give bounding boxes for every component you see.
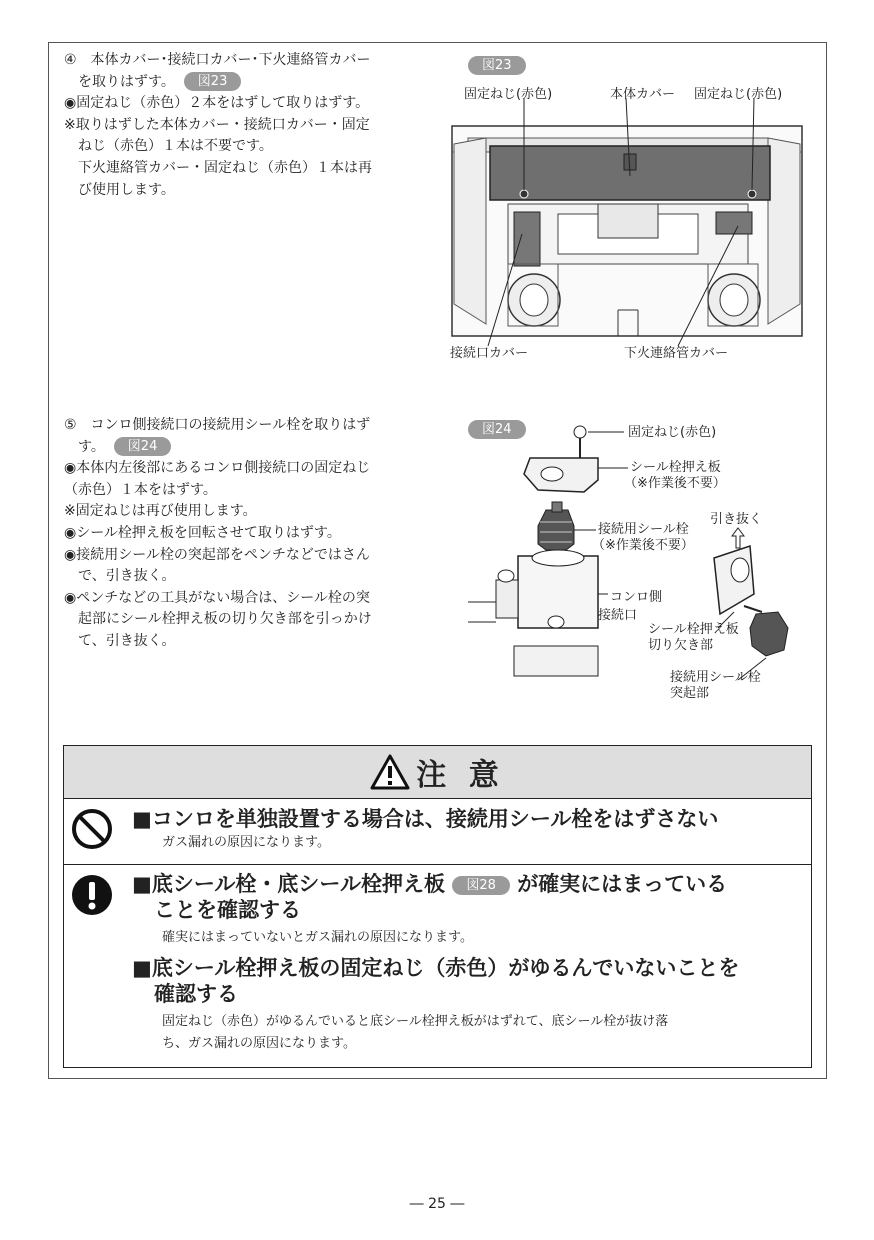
fig-ref-24[interactable]: 図24 [114, 437, 172, 456]
step-4-bullet: ◉固定ねじ（赤色）２本をはずして取りはずす。 [64, 95, 370, 112]
caution-item-1-heading: ■コンロを単独設置する場合は、接続用シール栓をはずさない [132, 807, 719, 831]
caution-item-1-text: ガス漏れの原因になります。 [162, 835, 330, 850]
step-5-bullet-2: ◉シール栓押え板を回転させて取りはずす。 [64, 524, 341, 541]
step-5-bullet-4: ◉ペンチなどの工具がない場合は、シール栓の突 [64, 589, 370, 606]
caution-title: 注 意 [416, 758, 505, 793]
caution-item-3-heading: ■底シール栓押え板の固定ねじ（赤色）がゆるんでいないことを [132, 956, 740, 980]
prohibition-icon [70, 807, 114, 851]
step-4-heading: ④ 本体カバー･接続口カバー･下火連絡管カバー [64, 52, 371, 68]
step-5-bullet-3: ◉接続用シール栓の突起部をペンチなどではさん [64, 546, 370, 563]
figure-23 [448, 54, 808, 374]
caution-item-3-text: 固定ねじ（赤色）がゆるんでいると底シール栓押え板がはずれて、底シール栓が抜け落 [162, 1014, 669, 1029]
fig-ref-28[interactable]: 図28 [452, 876, 510, 895]
caution-item-2: ■底シール栓・底シール栓押え板 図28 が確実にはまっている ことを確認する 確実にはまっていないとガス漏れの原因になります。 ■底シール栓押え板の固定ねじ（赤色）がゆるんでいないことを 確認する 固定ねじ（赤色）がゆるんでいると底シール栓押え板がはずれて、底シール栓が抜け落 ち、ガス漏れの原因になります。 [64, 865, 811, 1065]
fig-24-label-pull: 引き抜く [710, 512, 763, 527]
fig-24-label-port-2: 接続口 [598, 608, 638, 623]
fig-24-label-notch-2: 切り欠き部 [648, 638, 714, 653]
caution-item-1 [64, 799, 811, 865]
step-5-note: ※固定ねじは再び使用します。 [64, 503, 257, 520]
fig-24-label-port-1: コンロ側 [610, 590, 663, 605]
fig-23-label-screw-right: 固定ねじ(赤色) [694, 87, 783, 102]
fig-23-label-pipe-cover: 下火連絡管カバー [624, 346, 729, 361]
mandatory-action-icon [70, 873, 114, 917]
caution-item-2-heading: ■底シール栓・底シール栓押え板 図28 が確実にはまっている [132, 872, 728, 896]
page-number: ― 25 ― [409, 1196, 465, 1212]
fig-24-label-screw: 固定ねじ(赤色) [628, 425, 717, 440]
step-5-heading: ⑤ コンロ側接続口の接続用シール栓を取りはず [64, 417, 371, 433]
fig-23-label-port-cover: 接続口カバー [450, 346, 529, 361]
fig-24-label-plate-note: （※作業後不要） [624, 476, 726, 491]
fig-24-label-tab-1: 接続用シール栓 [670, 670, 761, 685]
fig-24-label-plug-note: （※作業後不要） [592, 538, 694, 553]
fig-24-label-notch-1: シール栓押え板 [648, 622, 739, 637]
fig-23-label-body-cover: 本体カバー [610, 87, 676, 102]
figure-24 [448, 418, 808, 718]
caution-box [63, 745, 812, 1068]
step-4-note: ※取りはずした本体カバー・接続口カバー・固定 [64, 116, 370, 133]
fig-ref-23[interactable]: 図23 [184, 72, 242, 91]
step-4-text: ④ 本体カバー･接続口カバー･下火連絡管カバー を取りはずす。 図23 ◉固定ねじ（赤色）２本をはずして取りはずす。 ※取りはずした本体カバー・接続口カバー・固定 ねじ（赤色）１本は不要です。 下火連絡管カバー・固定ねじ（赤色）１本は再 び使用します。 [64, 50, 436, 201]
fig-24-label-tab-2: 突起部 [670, 686, 710, 701]
fig-23-tag: 図23 [468, 56, 526, 75]
fig-24-tag: 図24 [468, 420, 526, 439]
fig-24-label-plate: シール栓押え板 [630, 460, 721, 475]
fig-24-label-plug: 接続用シール栓 [598, 522, 689, 537]
step-5-bullet-1: ◉本体内左後部にあるコンロ側接続口の固定ねじ [64, 460, 371, 477]
caution-item-2-text: 確実にはまっていないとガス漏れの原因になります。 [162, 930, 473, 945]
step-4-note-2: 下火連絡管カバー・固定ねじ（赤色）１本は再 [78, 159, 372, 176]
fig-23-label-screw-left: 固定ねじ(赤色) [464, 87, 553, 102]
warning-triangle-icon [370, 754, 410, 790]
caution-header [64, 746, 811, 799]
step-5-text: ⑤ コンロ側接続口の接続用シール栓を取りはず す。 図24 ◉本体内左後部にあるコンロ側接続口の固定ねじ （赤色）１本をはずす。 ※固定ねじは再び使用します。 ◉シール栓押え板を回転させて取りはずす。 ◉接続用シール栓の突起部をペンチなどではさん で、引き抜く。 ◉ペンチなどの工具がない場合は、シール栓の突 起部にシール栓押え板の切り欠き部を引っかけ て、引き抜く。 [64, 415, 436, 653]
